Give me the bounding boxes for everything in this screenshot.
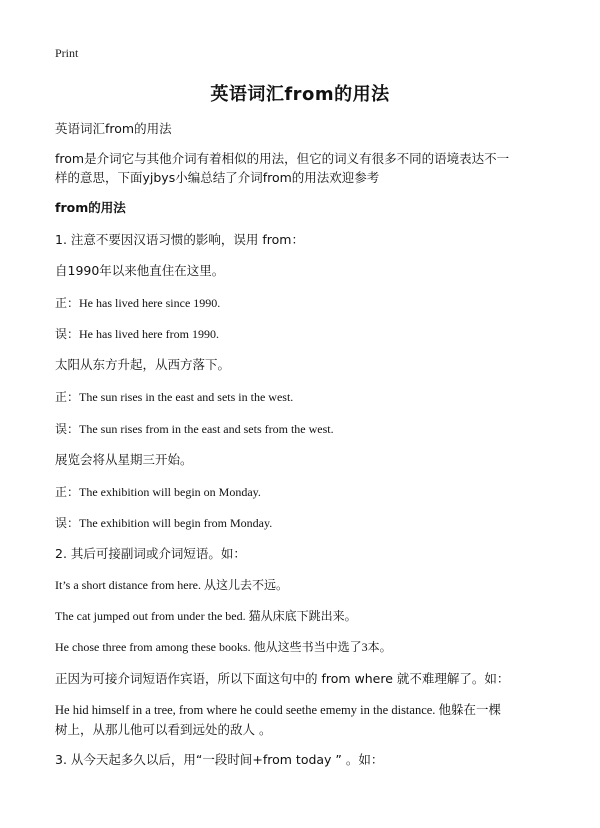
intro-line-2: 样的意思，下面yjbys小编总结了介词from的用法欢迎参考: [55, 170, 380, 185]
example-2-correct: 正：The sun rises in the east and sets in the west.: [55, 390, 294, 404]
example-3-chinese: 展览会将从星期三开始。: [55, 452, 193, 467]
example-3-wrong: 误：The exhibition will begin from Monday.: [55, 516, 273, 530]
example-6: He chose three from among these books. 他从这些书当中选了3本。: [55, 640, 392, 654]
example-7-line-2: 树上，从那儿他可以看到远处的敌人 。: [55, 722, 272, 737]
example-7-line-1: He hid himself in a tree, from where he could seethe ememy in the distance. 他躲在一棵: [55, 703, 502, 717]
intro-paragraph: [55, 149, 550, 187]
example-3-correct: 正：The exhibition will begin on Monday.: [55, 485, 261, 499]
point-1: 1. 注意不要因汉语习惯的影响，误用 from：: [55, 232, 304, 247]
point-2: 2. 其后可接副词或介词短语。如：: [55, 546, 246, 561]
point-3: 3. 从今天起多久以后，用“一段时间+from today ” 。如：: [55, 752, 384, 767]
example-5: The cat jumped out from under the bed. 猫从床底下跳出来。: [55, 609, 357, 623]
example-4: It’s a short distance from here. 从这儿去不远。: [55, 578, 288, 592]
print-link[interactable]: Print: [55, 46, 79, 60]
example-1-correct: 正：He has lived here since 1990.: [55, 296, 221, 310]
subtitle: 英语词汇from的用法: [55, 121, 172, 136]
intro-line-1: from是介词它与其他介词有着相似的用法，但它的词义有很多不同的语境表达不一: [55, 151, 510, 166]
note-line: 正因为可接介词短语作宾语，所以下面这句中的 from where 就不难理解了。如：: [55, 671, 510, 686]
section-heading: from的用法: [55, 200, 126, 215]
page-title: 英语词汇from的用法: [210, 84, 390, 105]
example-2-wrong: 误：The sun rises from in the east and sets from the west.: [55, 422, 334, 436]
example-1-chinese: 自1990年以来他直住在这里。: [55, 263, 225, 278]
example-2-chinese: 太阳从东方升起，从西方落下。: [55, 357, 231, 372]
example-7: [55, 701, 550, 739]
example-1-wrong: 误：He has lived here from 1990.: [55, 327, 219, 341]
